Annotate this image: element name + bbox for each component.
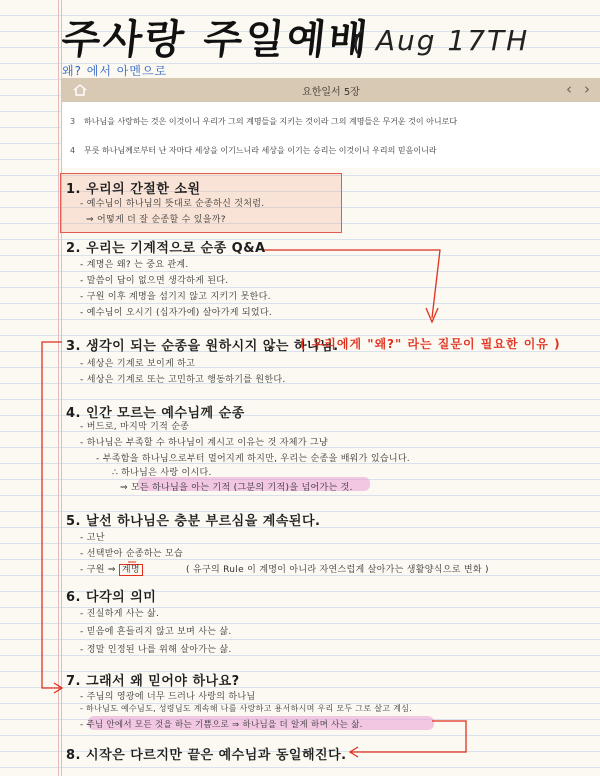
section-6-heading: 6. 다각의 의미 (66, 590, 157, 605)
note-line: - 진실하게 사는 삶. (80, 609, 160, 619)
note-line: - 세상은 기계로 보이게 하고 (80, 359, 196, 369)
note-line: - 고난 (80, 533, 105, 543)
note-line: - 말씀이 답이 없으면 생각하게 된다. (80, 276, 229, 286)
note-line: - 예수님이 하나님의 뜻대로 순종하신 것처럼. (80, 199, 265, 209)
boxed-word: 계명 (119, 564, 143, 576)
bible-verses-panel (62, 102, 600, 168)
note-line: - 주님 안에서 모든 것을 하는 기쁨으로 ⇒ 하나님을 더 알게 하며 사는 삶. (80, 720, 363, 730)
section-4-heading: 4. 인간 모르는 예수님께 순종 (66, 406, 245, 421)
verse-item: 3 하나님을 사랑하는 것은 이것이니 우리가 그의 계명들을 지키는 것이라 그의 계명들은 무거운 것이 아니로다 (70, 117, 458, 126)
note-line: - 세상은 기계로 또는 고민하고 행동하기를 원한다. (80, 375, 286, 385)
section-3-heading: 3. 생각이 되는 순종을 원하시지 않는 하나님. (66, 339, 339, 354)
chevron-left-icon[interactable]: ‹ (566, 80, 572, 98)
note-line: - 부족함을 하나님으로부터 멀어지게 하지만, 우리는 순종을 배워가 있습니다. (96, 454, 410, 464)
note-line: ∴ 하나님은 사랑 이시다. (112, 468, 212, 478)
section-3-annotation: ( 우리에게 "왜?" 라는 질문이 필요한 이유 ) (300, 337, 561, 351)
section-5-heading: 5. 날선 하나님은 충분 부르심을 계속된다. (66, 514, 321, 529)
note-line: - 계명은 왜? 는 중요 관계. (80, 260, 189, 270)
chevron-right-icon[interactable]: › (584, 80, 590, 98)
verse-item: 4 무릇 하나님께로부터 난 자마다 세상을 이기느니라 세상을 이기는 승리는 이것이니 우리의 믿음이니라 (70, 146, 437, 155)
section-8-heading: 8. 시작은 다르지만 끝은 예수님과 동일해진다. (66, 748, 347, 763)
note-line: - 주님의 영광에 너무 드러나 사랑의 하나님 (80, 692, 256, 702)
note-line: - 정말 인정된 나를 위해 살아가는 삶. (80, 645, 232, 655)
bible-chapter-title: 요한일서 5장 (302, 87, 360, 98)
page-title: 주사랑 주일예배 (59, 17, 373, 63)
subtitle: 왜? 에서 아멘으로 (62, 64, 168, 78)
section-1-heading: 1. 우리의 간절한 소원 (66, 182, 201, 197)
note-line: - 예수님이 오시기 (십자가에) 살아가게 되었다. (80, 308, 273, 318)
notebook-margin-line (58, 0, 59, 776)
note-line: ⇒ 어떻게 더 잘 순종할 수 있을까? (86, 215, 226, 225)
note-line: ( 유구의 Rule 이 계명이 아니라 자연스럽게 살아가는 생활양식으로 변화 ) (186, 565, 489, 575)
bible-header-bar (62, 78, 600, 102)
note-line: - 하나님도 예수님도, 성령님도 계속해 나를 사랑하고 용서하시며 우리 모두 그로 살고 계심. (80, 704, 412, 713)
note-line: - 하나님은 부족할 수 하나님이 계시고 이유는 것 자체가 그냥 (80, 438, 328, 448)
note-line: - 버드로, 마지막 기적 순종 (80, 422, 190, 432)
note-line: - 구원 이후 계명을 섬기지 않고 지키기 못한다. (80, 292, 271, 302)
note-line: - 구원 ⇒ 계명 (80, 562, 143, 575)
section-7-heading: 7. 그래서 왜 믿어야 하나요? (66, 674, 240, 689)
date-label: ( Aug 17TH (352, 24, 530, 57)
note-line: ⇒ 모든 하나님을 아는 기적 (그분의 기적)을 넘어가는 것. (120, 483, 353, 493)
note-line: - 선택받아 순종하는 모습 (80, 549, 183, 559)
section-2-heading: 2. 우리는 기계적으로 순종 Q&A (66, 241, 266, 256)
note-line: - 믿음에 흔들리지 않고 보며 사는 삶. (80, 627, 232, 637)
